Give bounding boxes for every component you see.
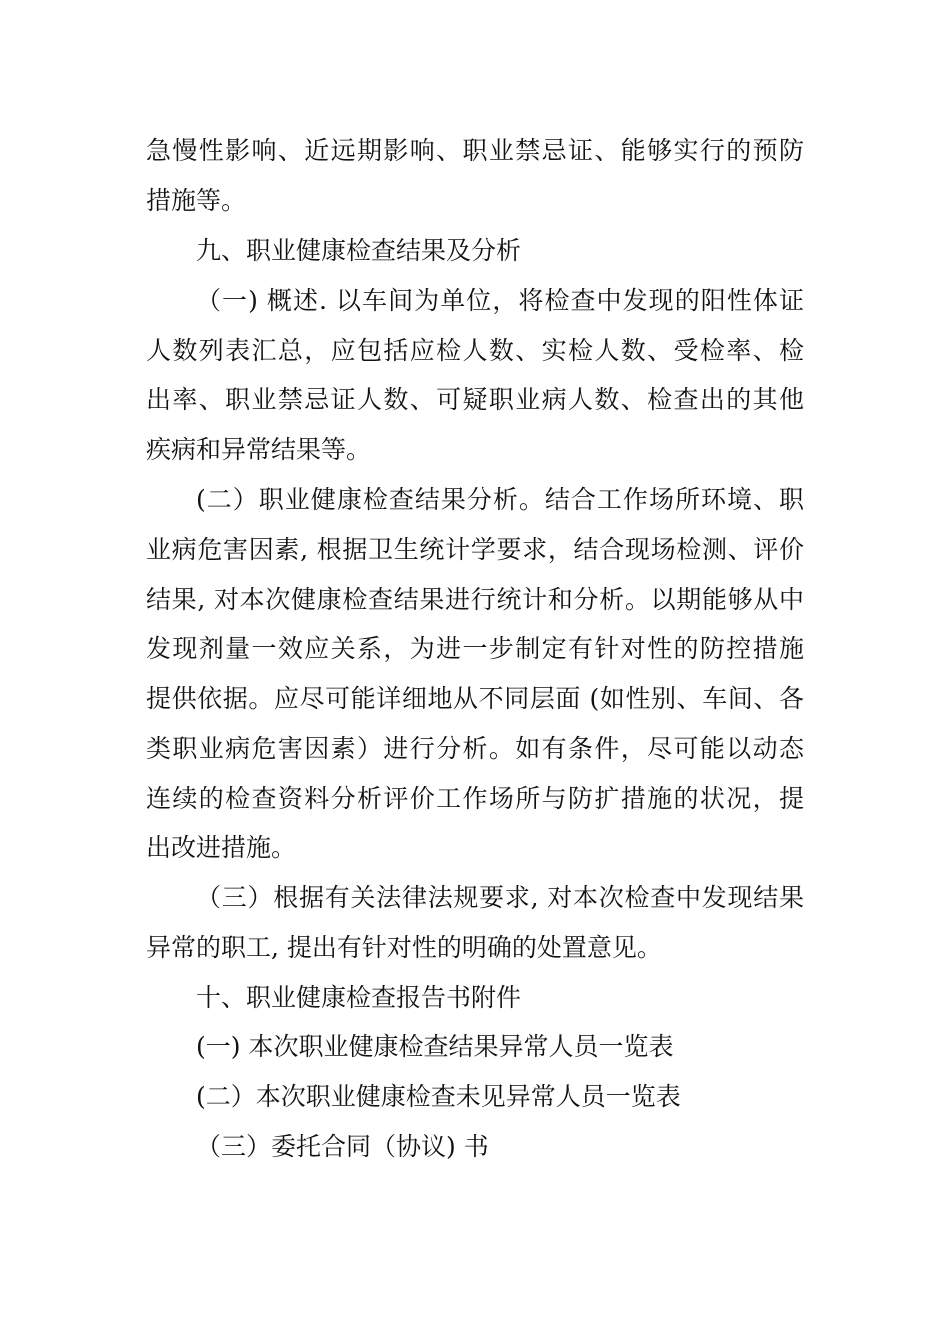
paragraph-line: 人数列表汇总，应包括应检人数、实检人数、受检率、检 [146,336,804,365]
paragraph-line: 业病危害因素, 根据卫生统计学要求，结合现场检测、评价 [146,535,804,564]
paragraph-line: 疾病和异常结果等。 [146,435,372,464]
paragraph-line: 类职业病危害因素）进行分析。如有条件，尽可能以动态 [146,734,804,763]
paragraph-line: 异常的职工, 提出有针对性的明确的处置意见。 [146,933,662,962]
paragraph-line: 出改进措施。 [146,833,297,862]
attachment-item: (二）本次职业健康检查未见异常人员一览表 [196,1082,681,1111]
section-heading-9: 九、职业健康检查结果及分析 [196,236,522,265]
attachment-item: (一) 本次职业健康检查结果异常人员一览表 [196,1032,674,1061]
paragraph-line: 提供依据。应尽可能详细地从不同层面 (如性别、车间、各 [146,684,804,713]
paragraph-line: 出率、职业禁忌证人数、可疑职业病人数、检查出的其他 [146,385,804,414]
paragraph-line: 连续的检查资料分析评价工作场所与防扩措施的状况，提 [146,784,804,813]
paragraph-line: 急慢性影响、近远期影响、职业禁忌证、能够实行的预防 [146,136,804,165]
paragraph-line: 结果, 对本次健康检查结果进行统计和分析。以期能够从中 [146,585,804,614]
paragraph-line: （一) 概述. 以车间为单位，将检查中发现的阳性体证 [196,286,804,315]
attachment-item: （三）委托合同（协议) 书 [196,1132,489,1161]
section-heading-10: 十、职业健康检查报告书附件 [196,983,522,1012]
paragraph-line: (二）职业健康检查结果分析。结合工作场所环境、职 [196,485,804,514]
paragraph-line: 措施等。 [146,186,247,215]
paragraph-line: （三）根据有关法律法规要求, 对本次检查中发现结果 [196,883,804,912]
paragraph-line: 发现剂量一效应关系，为进一步制定有针对性的防控措施 [146,634,804,663]
